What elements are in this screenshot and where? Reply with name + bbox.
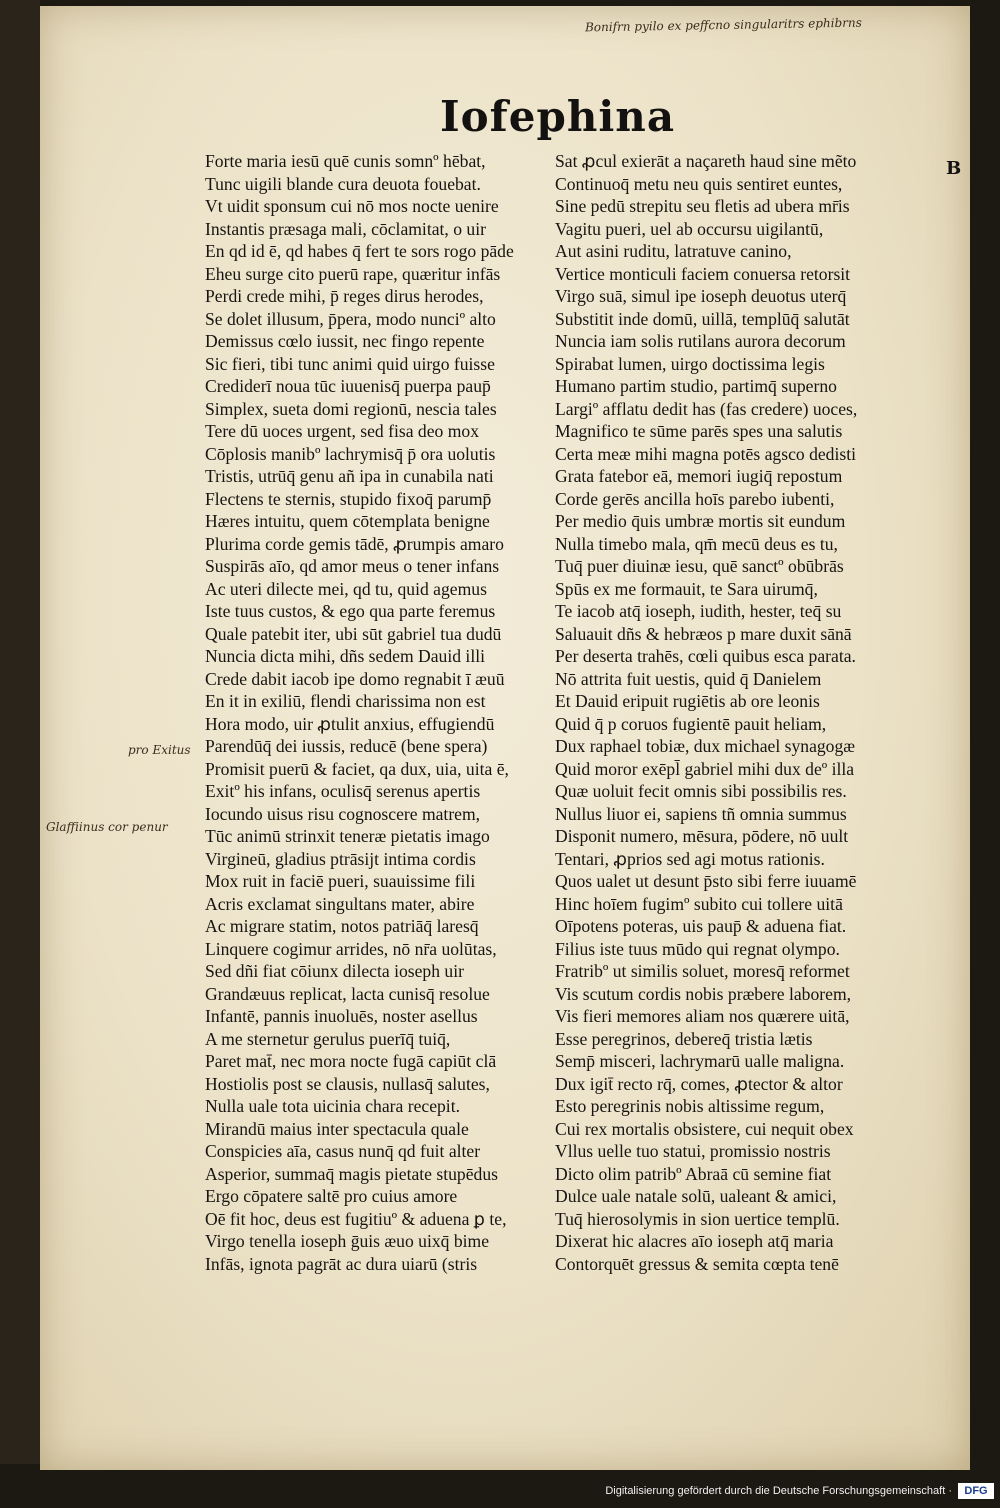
- text-line: Esse peregrinos, debereq̄ tristia lætis: [555, 1028, 813, 1049]
- text-line: Hinc hoīem fugimº subito cui tollere uitā: [555, 893, 843, 914]
- margin-note-exitus: pro Exitus: [128, 743, 191, 757]
- text-line: Virgo tenella ioseph ḡuis æuo uixq̄ bime: [205, 1231, 489, 1251]
- text-line: Certa meæ mihi magna potēs agsco dedisti: [555, 443, 856, 464]
- text-line: Vt uidit sponsum cui nō mos nocte uenire: [205, 196, 499, 216]
- text-line: Iste tuus custos, & ego qua parte feremus: [205, 601, 496, 621]
- text-line: Hostiolis post se clausis, nullasq̄ salutes,: [205, 1073, 490, 1094]
- text-line: Se dolet illusum, p̄pera, modo nunciº alto: [205, 308, 496, 329]
- text-line: Infantē, pannis inuoluēs, noster asellus: [205, 1006, 478, 1026]
- text-line: Et Dauid eripuit rugiētis ab ore leonis: [555, 691, 820, 711]
- text-line: Parendūq̄ dei iussis, reducē (bene spera): [205, 736, 488, 756]
- text-line: Corde gerēs ancilla hoīs parebo iubenti,: [555, 488, 835, 509]
- text-line: Simplex, sueta domi regionū, nescia tales: [205, 398, 497, 419]
- text-line: Tuq̄ hierosolymis in sion uertice templū.: [555, 1208, 840, 1229]
- text-line: Quos ualet ut desunt p̄sto sibi ferre iuuamē: [555, 871, 857, 891]
- text-line: Linquere cogimur arrides, nō nr̄a uolūtas,: [205, 938, 497, 959]
- header-handwritten-note: Bonifrn pyilo ex peffcno singularitrs ephibrns: [584, 15, 862, 35]
- text-line: Oīpotens poteras, uis paup̄ & aduena fiat.: [555, 916, 847, 936]
- book-gutter: [0, 0, 40, 1464]
- text-line: Filius iste tuus mūdo qui regnat olympo.: [555, 938, 840, 959]
- text-line: Semp̄ misceri, lachrymarū ualle maligna.: [555, 1051, 845, 1071]
- text-line: Tunc uigili blande cura deuota fouebat.: [205, 173, 481, 194]
- text-line: Nullus liuor ei, sapiens tñ omnia summus: [555, 803, 847, 824]
- text-line: Dicto olim patribº Abraā cū semine fiat: [555, 1163, 832, 1184]
- dfg-logo: DFG: [958, 1483, 994, 1499]
- text-line: Acris exclamat singultans mater, abire: [205, 893, 475, 914]
- text-line: Esto peregrinis nobis altissime regum,: [555, 1096, 825, 1116]
- text-line: Virgineū, gladius ptrāsijt intima cordis: [205, 848, 476, 869]
- text-line: Hora modo, uir ꝓtulit anxius, effugiendū: [205, 713, 495, 734]
- text-line: Crediderī noua tūc iuuenisq̄ puerpa paup̄: [205, 376, 491, 396]
- text-line: Quæ uoluit fecit omnis sibi possibilis res.: [555, 781, 847, 801]
- text-line: Tere dū uoces urgent, sed fisa deo mox: [205, 421, 479, 441]
- right-text-column: [555, 150, 940, 1275]
- text-line: Paret mat̄, nec mora nocte fugā capiūt clā: [205, 1051, 497, 1071]
- text-line: Dux igit̄ recto rq̄, comes, ꝓtector & altor: [555, 1073, 843, 1094]
- text-line: Tūc animū strinxit teneræ pietatis imago: [205, 826, 490, 846]
- text-line: Cui rex mortalis obsistere, cui nequit obex: [555, 1118, 854, 1139]
- text-line: Aut asini ruditu, latratuve canino,: [555, 241, 792, 261]
- left-text-column: [205, 150, 575, 1275]
- text-line: Virgo suā, simul ipe ioseph deuotus uterq̄: [555, 286, 847, 306]
- text-line: Nō attrita fuit uestis, quid q̄ Danielem: [555, 668, 822, 689]
- text-line: Iocundo uisus risu cognoscere matrem,: [205, 803, 481, 824]
- text-line: Ergo cōpatere saltē pro cuius amore: [205, 1186, 458, 1206]
- text-line: Nuncia dicta mihi, dñs sedem Dauid illi: [205, 646, 485, 666]
- text-line: Dulce uale natale solū, ualeant & amici,: [555, 1186, 837, 1206]
- text-line: Dux raphael tobiæ, dux michael synagogæ: [555, 736, 856, 756]
- text-line: Continuoq̄ metu neu quis sentiret euntes,: [555, 173, 843, 194]
- text-line: Sed dñi fiat cōiunx dilecta ioseph uir: [205, 961, 464, 981]
- text-line: Flectens te sternis, stupido fixoq̄ parump̄: [205, 488, 492, 509]
- text-line: Plurima corde gemis tādē, ꝓrumpis amaro: [205, 533, 504, 554]
- text-line: Magnifico te sūme parēs spes una salutis: [555, 421, 843, 441]
- text-line: Tristis, utrūq̄ genu añ ipa in cunabila nati: [205, 466, 494, 486]
- text-line: Conspicies aīa, casus nunq̄ qd fuit alter: [205, 1141, 481, 1161]
- text-line: Vllus uelle tuo statui, promissio nostris: [555, 1141, 831, 1161]
- margin-note-gladius: Glaffiinus cor penur: [46, 820, 168, 834]
- text-line: Crede dabit iacob ipe domo regnabit ī æuū: [205, 668, 505, 689]
- text-line: Forte maria iesū quē cunis somnº hēbat,: [205, 151, 486, 171]
- text-line: Saluauit dñs & hebræos p mare duxit sānā: [555, 623, 852, 644]
- text-line: Vertice monticuli faciem conuersa retorsit: [555, 263, 851, 284]
- text-line: Spirabat lumen, uirgo doctissima legis: [555, 353, 825, 374]
- text-line: Substitit inde domū, uillā, templūq̄ salutāt: [555, 308, 850, 329]
- text-line: Spūs ex me formauit, te Sara uirumq̄,: [555, 578, 818, 599]
- text-line: Vis scutum cordis nobis præbere laborem,: [555, 983, 852, 1004]
- text-line: Eheu surge cito puerū rape, quæritur infās: [205, 263, 501, 284]
- text-line: Suspirās aīo, qd amor meus o tener infans: [205, 556, 500, 576]
- text-line: Sat ꝓcul exierāt a naçareth haud sine mẽto: [555, 151, 857, 171]
- text-line: Largiº afflatu dedit has (fas credere) uoces,: [555, 398, 858, 419]
- text-line: Nuncia iam solis rutilans aurora decorum: [555, 331, 846, 351]
- text-line: Humano partim studio, partimq̄ superno: [555, 376, 837, 396]
- text-line: Disponit numero, mēsura, pōdere, nō uult: [555, 826, 849, 846]
- text-line: Sine pedū strepitu seu fletis ad ubera mr̄is: [555, 196, 850, 216]
- text-line: Sic fieri, tibi tunc animi quid uirgo fuisse: [205, 353, 495, 374]
- text-line: Dixerat hic alacres aīo ioseph atq̄ maria: [555, 1231, 834, 1251]
- text-line: Quid moror exēpl̄ gabriel mihi dux deº illa: [555, 758, 855, 779]
- text-line: Grata fatebor eā, memori iugiq̄ repostum: [555, 466, 843, 486]
- text-line: Promisit puerū & faciet, qa dux, uia, uita ē,: [205, 758, 509, 779]
- text-line: Asperior, summaq̄ magis pietate stupēdus: [205, 1163, 498, 1184]
- text-line: Mirandū maius inter spectacula quale: [205, 1118, 469, 1139]
- text-line: Hæres intuitu, quem cōtemplata benigne: [205, 511, 490, 531]
- text-line: Cōplosis manibº lachrymisq̄ p̄ ora uolutis: [205, 443, 496, 464]
- text-line: A me sternetur gerulus puerīq̄ tuiq̄,: [205, 1028, 451, 1049]
- text-line: Nulla uale tota uicinia chara recepit.: [205, 1096, 460, 1116]
- text-line: Instantis præsaga mali, cōclamitat, o uir: [205, 218, 486, 239]
- text-line: Grandæuus replicat, lacta cunisq̄ resolue: [205, 983, 490, 1004]
- text-line: Ac uteri dilecte mei, qd tu, quid agemus: [205, 578, 487, 599]
- text-line: En qd id ē, qd habes q̄ fert te sors rogo pāde: [205, 241, 514, 261]
- text-line: Quale patebit iter, ubi sūt gabriel tua dudū: [205, 623, 502, 644]
- text-line: Tuq̄ puer diuinæ iesu, quē sanctº obūbrās: [555, 556, 844, 576]
- text-line: Tentari, ꝓprios sed agi motus rationis.: [555, 848, 825, 869]
- text-line: Per deserta trahēs, cœli quibus esca parata.: [555, 646, 856, 666]
- page-marker: B: [946, 158, 962, 179]
- text-line: Fratribº ut similis soluet, moresq̄ reformet: [555, 961, 850, 981]
- text-line: Demissus cœlo iussit, nec fingo repente: [205, 331, 485, 351]
- text-line: En it in exiliū, flendi charissima non est: [205, 691, 486, 711]
- text-line: Mox ruit in faciē pueri, suauissime fili: [205, 871, 476, 891]
- text-line: Oē fit hoc, deus est fugitiuº & aduena ꝑ te,: [205, 1208, 507, 1229]
- text-line: Exitº his infans, oculisq̄ serenus apertis: [205, 781, 481, 801]
- text-line: Contorquēt gressus & semita cœpta tenē: [555, 1253, 839, 1274]
- text-line: Nulla timebo mala, qm̄ mecū deus es tu,: [555, 533, 838, 554]
- text-line: Quid q̄ p coruos fugientē pauit heliam,: [555, 713, 827, 734]
- text-line: Perdi crede mihi, p̄ reges dirus herodes,: [205, 286, 484, 306]
- text-line: Ac migrare statim, notos patriāq̄ laresq̄: [205, 916, 479, 936]
- page-title: Iofephina: [440, 92, 676, 141]
- text-line: Te iacob atq̄ ioseph, iudith, hester, teq̄ su: [555, 601, 842, 621]
- text-line: Per medio q̄uis umbræ mortis sit eundum: [555, 511, 846, 531]
- text-line: Infās, ignota pagrāt ac dura uiarū (stris: [205, 1253, 478, 1274]
- footer-credit: Digitalisierung gefördert durch die Deutsche Forschungsgemeinschaft ·: [605, 1485, 952, 1497]
- footer-bar: [0, 1476, 1000, 1508]
- text-line: Vis fieri memores aliam nos quærere uitā,: [555, 1006, 850, 1026]
- text-line: Vagitu pueri, uel ab occursu uigilantū,: [555, 218, 824, 239]
